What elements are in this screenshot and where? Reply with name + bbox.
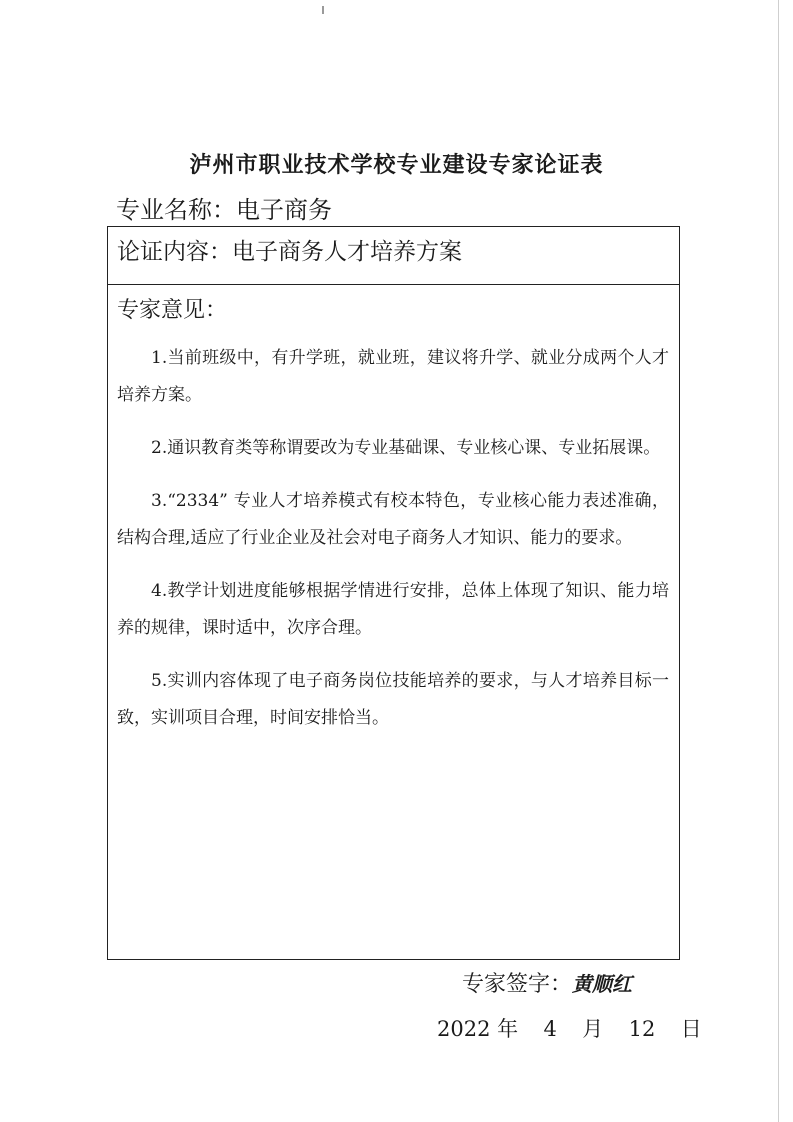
opinion-item: 3.“2334” 专业人才培养模式有校本特色，专业核心能力表述准确，结构合理,适应了行业企业及社会对电子商务人才知识、能力的要求。 — [117, 491, 669, 548]
opinion-item: 1.当前班级中，有升学班，就业班，建议将升学、就业分成两个人才培养方案。 — [117, 348, 669, 405]
opinion-item: 2.通识教育类等称谓要改为专业基础课、专业核心课、专业拓展课。 — [151, 438, 661, 458]
opinion-item: 4.教学计划进度能够根据学情进行安排，总体上体现了知识、能力培养的规律，课时适中，次序合理。 — [117, 581, 669, 638]
review-form-table — [107, 226, 680, 960]
signature-line — [462, 967, 632, 998]
content-row — [108, 227, 679, 285]
date-year: 2022 — [437, 1017, 491, 1041]
content-value: 电子商务人才培养方案 — [232, 239, 462, 265]
major-line — [116, 190, 332, 225]
date-month-unit: 月 — [582, 1017, 604, 1041]
date-year-unit: 年 — [497, 1017, 519, 1041]
major-value: 电子商务 — [236, 196, 332, 224]
content-label: 论证内容： — [117, 239, 232, 265]
date-line — [437, 1013, 702, 1043]
major-label: 专业名称： — [116, 196, 236, 224]
date-day: 12 — [628, 1017, 656, 1041]
document-title: 泸州市职业技术学校专业建设专家论证表 — [189, 153, 604, 178]
handwritten-signature: 黄顺红 — [572, 972, 633, 996]
opinion-label: 专家意见： — [117, 298, 228, 323]
date-month: 4 — [543, 1017, 557, 1041]
date-day-unit: 日 — [680, 1017, 702, 1041]
opinion-item: 5.实训内容体现了电子商务岗位技能培养的要求，与人才培养目标一致，实训项目合理，时间安排恰当。 — [117, 671, 669, 728]
signature-label: 专家签字： — [462, 972, 573, 997]
opinion-section — [108, 285, 679, 737]
scan-mark — [322, 6, 324, 14]
